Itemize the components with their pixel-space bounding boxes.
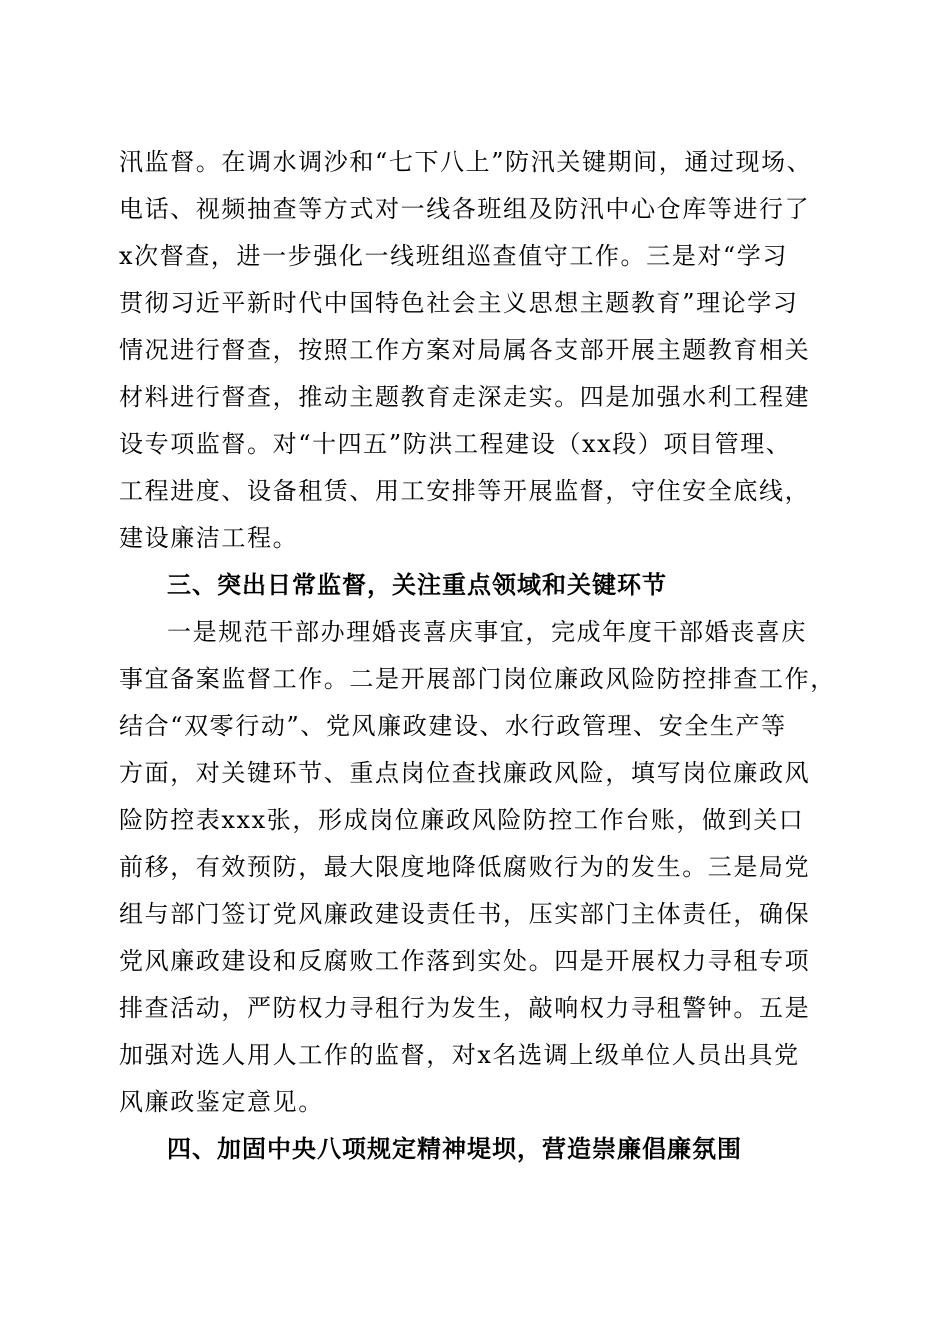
- body-text-line: 排查活动，严防权力寻租行为发生，敲响权力寻租警钟。五是: [119, 994, 811, 1022]
- body-text-line: 电话、视频抽查等方式对一线各班组及防汛中心仓库等进行了: [119, 195, 811, 223]
- body-text-line: 组与部门签订党风廉政建设责任书，压实部门主体责任，确保: [119, 900, 811, 928]
- section-heading-3: 三、突出日常监督，关注重点领域和关键环节: [167, 571, 667, 599]
- body-text-line: 设专项监督。对“十四五”防洪工程建设（xx段）项目管理、: [119, 430, 792, 458]
- body-text-line: 方面，对关键环节、重点岗位查找廉政风险，填写岗位廉政风: [119, 759, 811, 787]
- body-text-line: 建设廉洁工程。: [119, 524, 299, 552]
- body-text-line: 险防控表xxx张，形成岗位廉政风险防控工作台账，做到关口: [119, 806, 805, 834]
- body-text-line: 党风廉政建设和反腐败工作落到实处。四是开展权力寻租专项: [119, 947, 811, 975]
- body-text-line: 汛监督。在调水调沙和“七下八上”防汛关键期间，通过现场、: [119, 148, 813, 176]
- body-text-line: 情况进行督查，按照工作方案对局属各支部开展主题教育相关: [119, 336, 811, 364]
- body-text-line: 加强对选人用人工作的监督，对x名选调上级单位人员出具党: [119, 1041, 800, 1069]
- section-heading-4: 四、加固中央八项规定精神堤坝，营造崇廉倡廉氛围: [167, 1135, 742, 1163]
- body-text-line: x次督查，进一步强化一线班组巡查值守工作。三是对“学习: [119, 242, 789, 270]
- body-text-line: 材料进行督查，推动主题教育走深走实。四是加强水利工程建: [119, 383, 811, 411]
- body-text-line: 事宜备案监督工作。二是开展部门岗位廉政风险防控排查工作，: [119, 665, 836, 693]
- body-text-line: 前移，有效预防，最大限度地降低腐败行为的发生。三是局党: [119, 853, 811, 881]
- body-text-line: 工程进度、设备租赁、用工安排等开展监督，守住安全底线，: [119, 477, 811, 505]
- body-text-line: 结合“双零行动”、党风廉政建设、水行政管理、安全生产等: [119, 712, 787, 740]
- body-text-line: 一是规范干部办理婚丧喜庆事宜，完成年度干部婚丧喜庆: [167, 618, 807, 646]
- body-text-line: 贯彻习近平新时代中国特色社会主义思想主题教育”理论学习: [119, 289, 799, 317]
- body-text-line: 风廉政鉴定意见。: [119, 1088, 324, 1116]
